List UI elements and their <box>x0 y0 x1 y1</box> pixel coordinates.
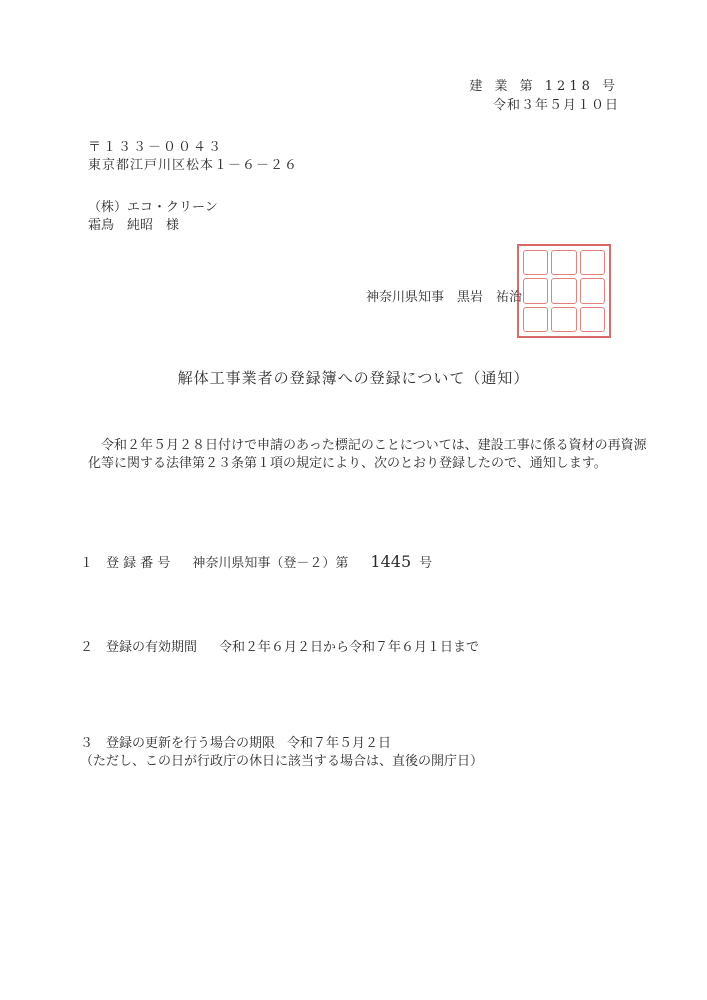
sender-name: 神奈川県知事 黒岩 祐治 <box>366 290 523 305</box>
seal-glyph <box>580 278 605 303</box>
recipient-address: 東京都江戸川区松本１－６－２６ <box>88 158 299 173</box>
section-label: ３ 登録の更新を行う場合の期限 <box>80 736 276 751</box>
document-date: 令和３年５月１０日 <box>492 98 619 113</box>
document-number: 建 業 第 1218 号 <box>469 79 619 94</box>
section-renewal-note: （ただし、この日が行政庁の休日に該当する場合は、直後の開庁日） <box>80 754 484 769</box>
registration-number: 1445 <box>370 552 412 571</box>
body-paragraph: 令和２年５月２８日付けで申請のあった標記のことについては、建設工事に係る資材の再資源化等に関する法律第２３条第１項の規定により、次のとおり登録したので、通知します。 <box>88 438 647 471</box>
seal-glyph <box>523 278 548 303</box>
section-validity-period <box>80 641 479 654</box>
section-label: １ 登 録 番 号 <box>80 556 171 571</box>
recipient-person: 霜鳥 純昭 様 <box>88 218 180 233</box>
official-seal <box>517 244 611 338</box>
section-renewal-deadline <box>80 737 391 750</box>
section-registration-number <box>80 554 432 570</box>
recipient-postal-code: 〒１３３－００４３ <box>88 140 224 155</box>
section-label: ２ 登録の有効期間 <box>80 640 198 655</box>
section-suffix: 号 <box>419 556 433 571</box>
seal-glyph <box>523 250 548 275</box>
section-value: 令和２年６月２日から令和７年６月１日まで <box>219 640 480 655</box>
seal-glyph <box>580 250 605 275</box>
seal-glyph <box>551 307 576 332</box>
seal-glyph <box>580 307 605 332</box>
seal-glyph <box>551 250 576 275</box>
document-title: 解体工事業者の登録簿への登録について（通知） <box>177 369 530 387</box>
section-value: 令和７年５月２日 <box>287 736 392 751</box>
recipient-company: （株）エコ・クリーン <box>88 200 218 215</box>
seal-glyph <box>523 307 548 332</box>
seal-glyph <box>551 278 576 303</box>
section-value: 神奈川県知事（登－２）第 <box>192 556 349 571</box>
